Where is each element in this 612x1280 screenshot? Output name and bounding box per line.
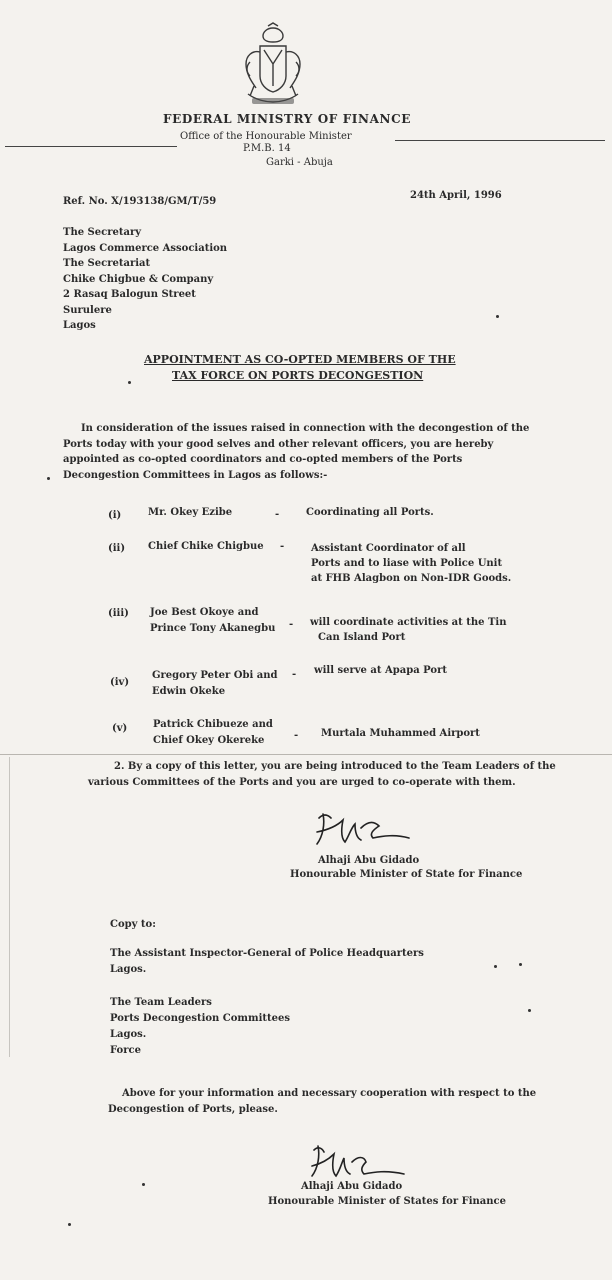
appointment-role — [310, 615, 507, 645]
copy-line: Ports Decongestion Committees — [110, 1013, 290, 1024]
copy-line: Lagos. — [110, 964, 147, 975]
closing-paragraph — [108, 1086, 536, 1118]
scan-speck — [496, 315, 499, 318]
scan-speck — [47, 477, 50, 480]
para2-line: various Committees of the Ports and you are urged to co-operate with them. — [88, 777, 516, 788]
addressee-line: The Secretariat — [63, 258, 151, 269]
name-line: Edwin Okeke — [152, 686, 226, 697]
name-line: Patrick Chibueze and — [153, 719, 273, 730]
role-line: Ports and to liase with Police Unit — [311, 558, 503, 569]
reference-number: Ref. No. X/193138/GM/T/59 — [63, 196, 217, 207]
addressee-line: Chike Chigbue & Company — [63, 273, 214, 285]
subject-line-2: TAX FORCE ON PORTS DECONGESTION — [172, 369, 424, 382]
copy-to-label: Copy to: — [110, 919, 156, 930]
dash: - — [294, 730, 299, 741]
appointment-role: Murtala Muhammed Airport — [321, 728, 480, 739]
dash: - — [289, 619, 294, 630]
appointment-number: (v) — [112, 723, 128, 734]
letterhead-rule-left — [5, 146, 177, 147]
closing-line: Decongestion of Ports, please. — [108, 1104, 278, 1115]
appointee-name — [150, 605, 275, 637]
scan-speck — [494, 965, 497, 968]
ministry-title: FEDERAL MINISTRY OF FINANCE — [163, 112, 411, 126]
addressee-block — [63, 225, 323, 334]
addressee-line: The Secretary — [63, 227, 142, 238]
office-line: Office of the Honourable Minister — [180, 131, 352, 142]
para2-line: 2. By a copy of this letter, you are being introduced to the Team Leaders of the — [114, 761, 556, 772]
role-line: at FHB Alagbon on Non-IDR Goods. — [311, 573, 512, 584]
copy-line: Lagos. — [110, 1029, 147, 1040]
letter-date: 24th April, 1996 — [410, 190, 502, 201]
addressee-line: 2 Rasaq Balogun Street — [63, 289, 196, 300]
dash: - — [275, 509, 280, 520]
scan-speck — [128, 381, 131, 384]
scan-speck — [519, 963, 522, 966]
name-line: Chief Okey Okereke — [153, 735, 265, 746]
signatory-title: Honourable Minister of States for Finance — [268, 1196, 506, 1207]
letterhead-rule-right — [395, 140, 605, 141]
dash: - — [280, 541, 285, 552]
signatory-name: Alhaji Abu Gidado — [301, 1181, 403, 1192]
appointee-name: Mr. Okey Ezibe — [148, 507, 233, 518]
role-line: Can Island Port — [318, 632, 406, 643]
pmb-line: P.M.B. 14 — [243, 143, 291, 154]
intro-line: appointed as co-opted coordinators and co-opted members of the Ports — [63, 454, 463, 465]
copy-line: The Team Leaders — [110, 997, 212, 1008]
appointment-number: (iii) — [108, 608, 129, 619]
copy-line: The Assistant Inspector-General of Police Headquarters — [110, 948, 424, 959]
closing-line: Above for your information and necessary cooperation with respect to the — [122, 1088, 537, 1099]
intro-line: Ports today with your good selves and other relevant officers, you are hereby — [63, 438, 494, 450]
signature-mark — [300, 1142, 420, 1186]
copy-recipient-1 — [110, 946, 424, 978]
appointee-name — [153, 717, 273, 749]
coat-of-arms-emblem — [238, 22, 308, 110]
intro-paragraph — [63, 421, 529, 483]
intro-line: In consideration of the issues raised in connection with the decongestion of the — [81, 423, 530, 434]
copy-recipient-2 — [110, 995, 290, 1059]
page-edge-mark — [9, 757, 10, 1057]
intro-line: Decongestion Committees in Lagos as follows:- — [63, 469, 328, 481]
appointee-name: Chief Chike Chigbue — [148, 541, 264, 552]
page-fold-line — [0, 754, 612, 755]
signatory-title: Honourable Minister of State for Finance — [290, 869, 523, 880]
appointment-number: (iv) — [110, 677, 130, 688]
addressee-line: Surulere — [63, 304, 112, 316]
appointment-role — [311, 541, 511, 586]
location-line: Garki - Abuja — [266, 157, 333, 168]
signature-mark — [305, 808, 445, 854]
scan-speck — [68, 1223, 71, 1226]
dash: - — [292, 669, 297, 680]
appointee-name — [152, 668, 277, 700]
subject-line-1: APPOINTMENT AS CO-OPTED MEMBERS OF THE — [144, 353, 456, 366]
name-line: Joe Best Okoye and — [150, 607, 259, 618]
name-line: Gregory Peter Obi and — [152, 670, 278, 681]
role-line: Assistant Coordinator of all — [311, 543, 466, 554]
addressee-line: Lagos Commerce Association — [63, 242, 228, 254]
paragraph-2 — [88, 759, 556, 791]
copy-line: Force — [110, 1045, 141, 1056]
appointment-number: (i) — [108, 510, 122, 521]
appointment-role: Coordinating all Ports. — [306, 507, 434, 518]
appointment-role: will serve at Apapa Port — [314, 665, 447, 676]
signatory-name: Alhaji Abu Gidado — [318, 855, 420, 866]
role-line: will coordinate activities at the Tin — [310, 617, 507, 628]
scan-speck — [528, 1009, 531, 1012]
scan-speck — [142, 1183, 145, 1186]
appointment-number: (ii) — [108, 543, 126, 554]
addressee-line: Lagos — [63, 320, 96, 331]
name-line: Prince Tony Akanegbu — [150, 623, 276, 634]
